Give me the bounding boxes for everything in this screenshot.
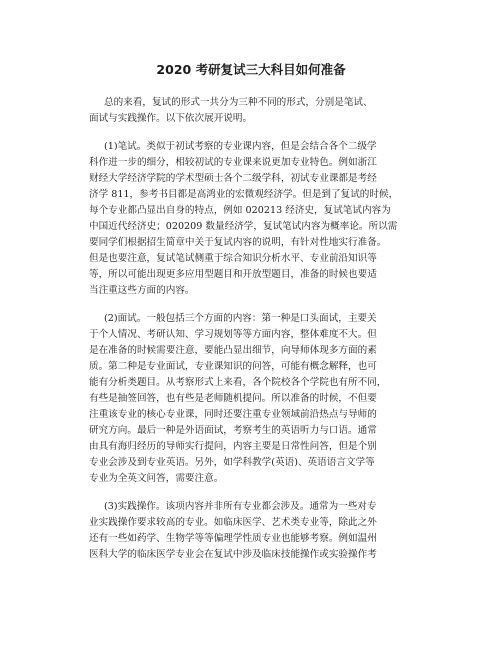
text-line: 济学 811，参考书目都是高鸿业的宏微观经济学。但是到了复试的时候， [89,189,399,200]
text-line: (1)笔试。类似于初试考察的专业课内容，但是会结合各个二级学 [104,141,377,152]
text-line: 中国近代经济史；020209 数量经济学，复试笔试内容为概率论。所以需 [89,221,398,232]
text-line: 等，所以可能出现更多应用型题目和开放型题目，准备的时候也要适 [89,269,377,280]
text-line: 于个人情况、考研认知、学习规划等等方面内容，整体难度不大。但 [89,329,377,340]
text-line: 医科大学的临床医学专业会在复试中涉及临床技能操作或实验操作考 [89,549,377,560]
text-line: 科作进一步的细分，相较初试的专业课来说更加专业特色。例如浙江 [89,157,377,168]
text-line: 有些是抽签回答，也有些是老师随机提问。所以准备的时候，不但要 [89,393,377,404]
text-line: 财经大学经济学院的学术型硕士各个二级学科，初试专业课都是考经 [89,173,377,184]
text-line: 面试与实践操作。以下依次展开说明。 [89,113,253,124]
text-line: 注重该专业的核心专业课，同时还要注重专业领域前沿热点与导师的 [89,409,377,420]
text-line: 还有一些如药学、生物学等等偏理学性质专业也能够考察。例如温州 [89,533,377,544]
text-line: 当注重这些方面的内容。 [89,285,195,296]
text-line: 是在准备的时候需要注意，要能凸显出细节，向导师体现多方面的素 [89,345,377,356]
text-line: 质。第二种是专业面试，专业课知识的问答，可能有概念解释，也可 [89,361,377,372]
text-line: 能有分析类题目。从考察形式上来看，各个院校各个学院也有所不同， [89,377,387,388]
text-line: (2)面试。一般包括三个方面的内容：第一种是口头面试，主要关 [104,313,377,324]
text-line: 由具有海归经历的导师实行提问，内容主要是日常性问答，但是个别 [89,441,377,452]
text-line: 研究方向。最后一种是外语面试，考察考生的英语听力与口语。通常 [89,425,377,436]
text-line: 但是也要注意，复试笔试侧重于综合知识分析水平、专业前沿知识等 [89,253,377,264]
text-line: 专业为全英文问答，需要注意。 [89,473,224,484]
text-line: 专业会涉及到专业英语。另外，如学科教学(英语)、英语语言文学等 [89,457,375,468]
document-title: 2020 考研复试三大科目如何准备 [156,62,346,77]
text-line: 要同学们根据招生简章中关于复试内容的说明，有针对性地实行准备。 [89,237,387,248]
text-line: 每个专业都凸显出自身的特点，例如 020213 经济史，复试笔试内容为 [89,205,391,216]
text-line: 业实践操作要求较高的专业。如临床医学、艺术类专业等，除此之外 [89,517,377,528]
text-line: (3)实践操作。该项内容并非所有专业都会涉及。通常为一些对专 [104,501,377,512]
text-line: 总的来看，复试的形式一共分为三种不同的形式，分别是笔试、 [104,97,373,108]
